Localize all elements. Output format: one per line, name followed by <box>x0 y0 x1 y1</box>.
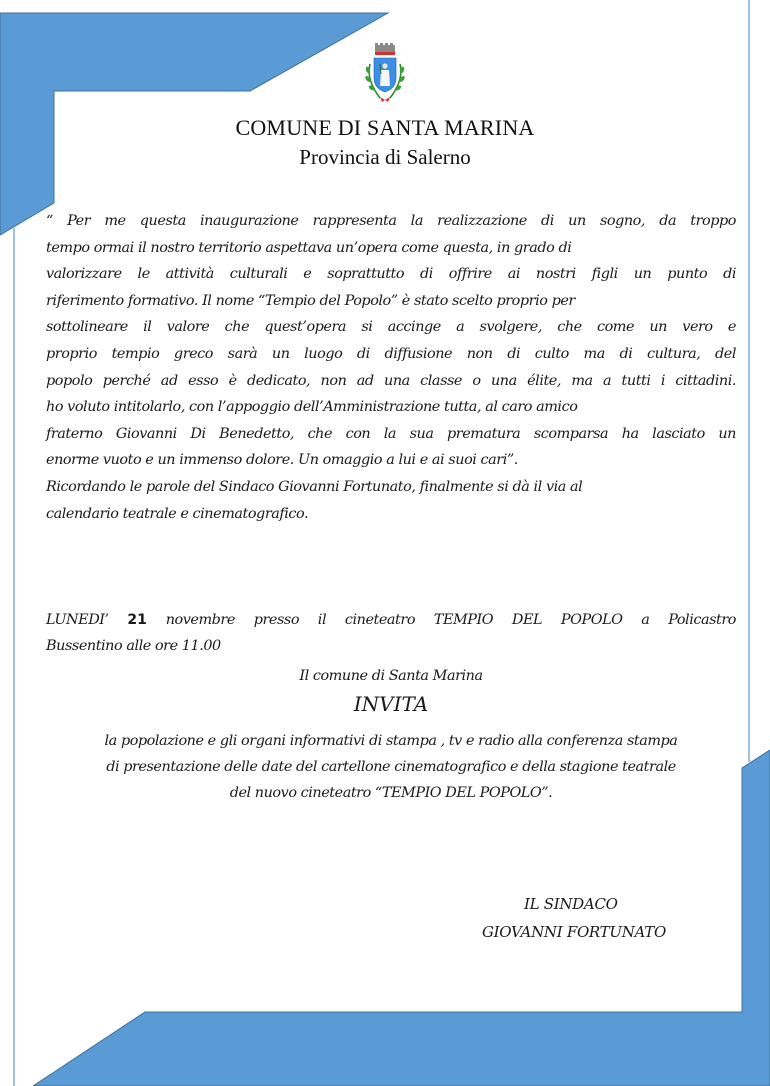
quote-line: proprio tempio greco sarà un luogo di diffusione non di culto ma di cultura, del <box>46 345 736 362</box>
event-time-line: Bussentino alle ore 11.00 <box>46 638 221 654</box>
event-day-number: 21 <box>127 612 147 628</box>
invitation-line: la popolazione e gli organi informativi di stampa , tv e radio alla conferenza stampa <box>104 733 678 749</box>
quote-line: calendario teatrale e cinematografico. <box>46 505 309 522</box>
invitation-line: del nuovo cineteatro “TEMPIO DEL POPOLO”. <box>229 785 553 801</box>
invitation-sender: Il comune di Santa Marina <box>299 668 483 684</box>
quote-line: popolo perché ad esso è dedicato, non ad una classe o una élite, ma a tutti i cittadini. <box>46 372 736 389</box>
event-location: novembre presso il cineteatro TEMPIO DEL POPOLO a Policastro <box>165 612 737 628</box>
quote-line: ho voluto intitolarlo, con l’appoggio dell’Amministrazione tutta, al caro amico <box>46 399 578 416</box>
quote-line: tempo ormai il nostro territorio aspettava un’opera come questa, in grado di <box>46 239 572 256</box>
invitation-heading: INVITA <box>353 692 429 716</box>
invitation-body <box>46 728 736 806</box>
quote-line: riferimento formativo. Il nome “Tempio del Popolo” è stato scelto proprio per <box>46 292 575 309</box>
invitation-line: di presentazione delle date del cartellone cinematografico e della stagione teatrale <box>106 759 676 775</box>
event-details <box>46 607 736 659</box>
quote-line: “ Per me questa inaugurazione rappresenta la realizzazione di un sogno, da troppo <box>46 213 736 229</box>
signature-name: GIOVANNI FORTUNATO <box>482 923 666 941</box>
quote-line: fraterno Giovanni Di Benedetto, che con la sua prematura scomparsa ha lasciato un <box>46 425 736 442</box>
quote-line: valorizzare le attività culturali e soprattutto di offrire ai nostri figli un punto di <box>46 266 736 283</box>
municipality-title: COMUNE DI SANTA MARINA <box>235 115 535 140</box>
province-subtitle: Provincia di Salerno <box>299 145 471 169</box>
mayor-quote-paragraph <box>46 208 736 527</box>
quote-line: Ricordando le parole del Sindaco Giovanni Fortunato, finalmente si dà il via al <box>46 478 583 495</box>
signature-role: IL SINDACO <box>524 895 618 913</box>
event-day-label: LUNEDI’ <box>46 612 109 628</box>
quote-line: enorme vuoto e un immenso dolore. Un omaggio a lui e ai suoi cari”. <box>46 452 518 469</box>
event-date-line <box>46 607 736 633</box>
quote-line: sottolineare il valore che quest’opera si accinge a svolgere, che come un vero e <box>46 319 736 336</box>
